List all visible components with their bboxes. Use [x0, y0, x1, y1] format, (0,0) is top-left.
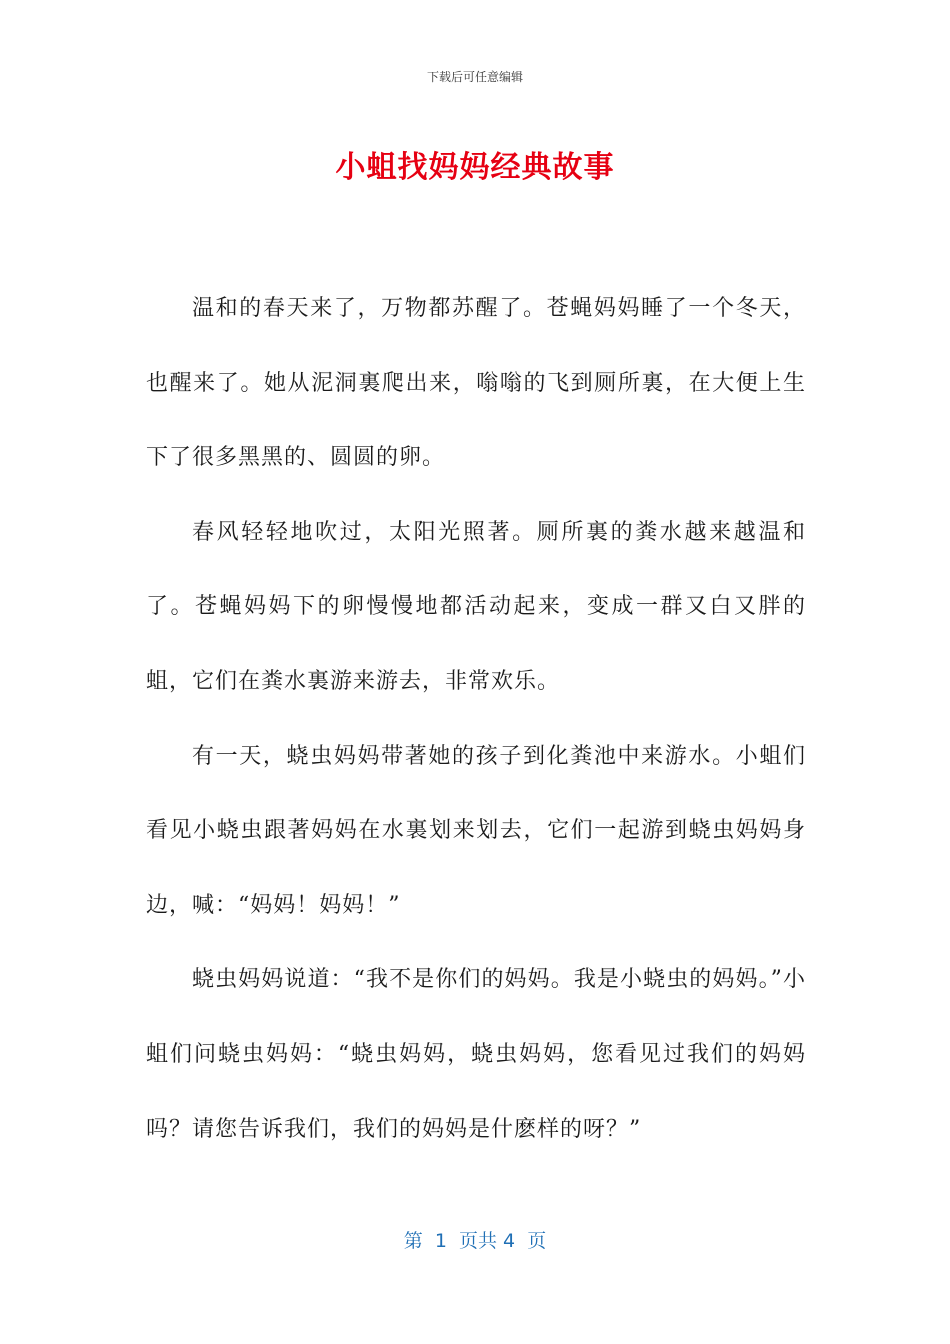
header-note: 下载后可任意编辑 [426, 70, 523, 84]
paragraph: 有一天，蛲虫妈妈带著她的孩子到化粪池中来游水。小蛆们看见小蛲虫跟著妈妈在水裏划来划去，它们一起游到蛲虫妈妈身边，喊：“妈妈！妈妈！” [146, 743, 806, 918]
paragraph: 蛲虫妈妈说道：“我不是你们的妈妈。我是小蛲虫的妈妈。”小蛆们问蛲虫妈妈：“蛲虫妈妈，蛲虫妈妈，您看见过我们的妈妈吗？请您告诉我们，我们的妈妈是什麽样的呀？” [146, 967, 806, 1142]
paragraph: 温和的春天来了，万物都苏醒了。苍蝇妈妈睡了一个冬天，也醒来了。她从泥洞裏爬出来，嗡嗡的飞到厕所裏，在大便上生下了很多黑黑的、圆圆的卵。 [146, 296, 806, 471]
page-number-footer: 第 1 页共 4 页 [403, 1230, 547, 1252]
document-body [146, 272, 806, 1167]
document-title: 小蛆找妈妈经典故事 [335, 150, 615, 185]
paragraph: 春风轻轻地吹过，太阳光照著。厕所裏的粪水越来越温和了。苍蝇妈妈下的卵慢慢地都活动起来，变成一群又白又胖的蛆，它们在粪水裏游来游去，非常欢乐。 [146, 519, 806, 694]
